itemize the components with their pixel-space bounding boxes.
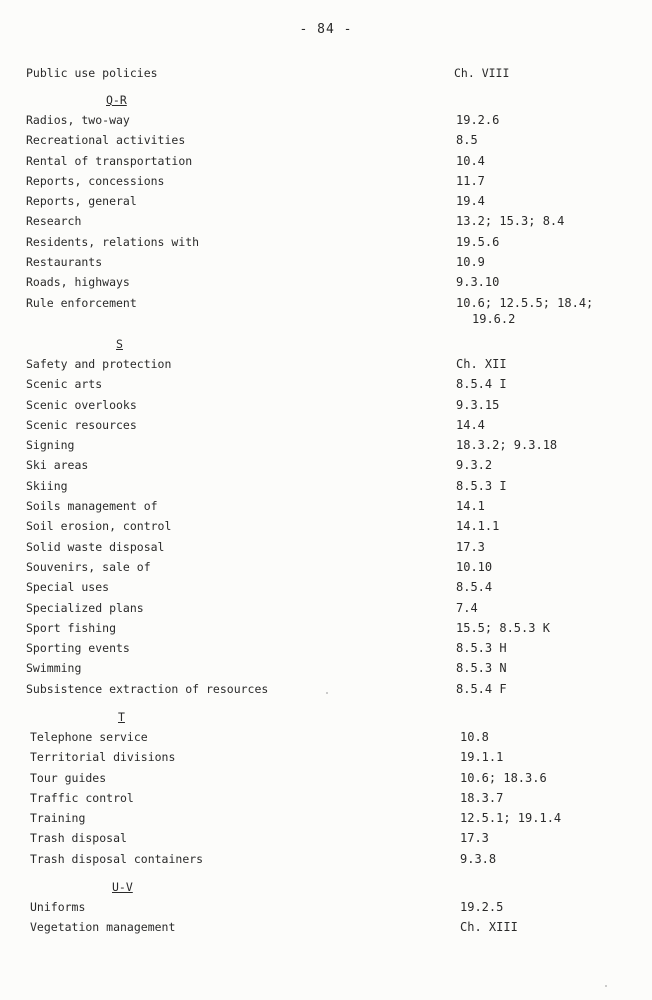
index-entry (26, 296, 626, 336)
index-entry (26, 255, 626, 275)
entry-ref: 8.5.4 F (456, 681, 507, 696)
index-entry (30, 771, 630, 791)
entry-term: Skiing (26, 478, 68, 493)
index-entry (26, 113, 626, 133)
entry-term: Rental of transportation (26, 153, 193, 168)
entry-ref: 14.1.1 (456, 519, 500, 534)
entry-ref: 19.2.6 (456, 113, 500, 127)
entry-ref: 10.10 (456, 559, 493, 574)
index-entry (26, 601, 626, 621)
entry-ref: Ch. XII (456, 357, 507, 371)
index-entry (30, 791, 630, 811)
entry-term: Reports, concessions (26, 173, 165, 188)
entry-ref: 9.3.8 (460, 851, 497, 866)
entry-ref: 9.3.10 (456, 275, 500, 290)
section-heading: T (118, 710, 125, 724)
index-entry (30, 831, 630, 851)
entry-term: Ski areas (26, 458, 89, 473)
entry-term: Recreational activities (26, 133, 186, 148)
entry-term: Tour guides (30, 770, 107, 785)
index-entry (30, 852, 630, 872)
index-entry (26, 174, 626, 194)
entry-ref: 17.3 (460, 831, 489, 846)
entry-ref: 14.4 (456, 417, 485, 432)
entry-term: Solid waste disposal (26, 539, 165, 554)
entry-ref: 10.6; 18.3.6 (460, 770, 547, 785)
entry-term: Training (30, 811, 86, 826)
entry-ref: 8.5.3 N (456, 661, 507, 676)
index-entry (26, 661, 626, 681)
section-entries (26, 357, 626, 702)
entry-ref: 12.5.1; 19.1.4 (460, 811, 562, 826)
entry-term: Signing (26, 438, 75, 453)
entry-term: Research (26, 214, 82, 229)
entry-term: Vegetation management (30, 920, 176, 935)
index-entry (26, 154, 626, 174)
index-entry (26, 418, 626, 438)
entry-ref: 10.4 (456, 153, 485, 168)
entry-ref: 8.5.3 H (456, 641, 507, 656)
entry-term: Roads, highways (26, 275, 130, 290)
index-entry (26, 580, 626, 600)
page-number: - 84 - (299, 22, 353, 37)
entry-term: Soils management of (26, 499, 158, 514)
entry-ref: 13.2; 15.3; 8.4 (456, 214, 565, 229)
entry-term: Safety and protection (26, 357, 172, 371)
section-heading: Q-R (106, 93, 127, 107)
index-entry (26, 499, 626, 519)
scan-speck (605, 985, 607, 987)
index-entry (26, 540, 626, 560)
entry-term: Scenic overlooks (26, 397, 137, 412)
entry-term: Residents, relations with (26, 234, 200, 249)
index-entry (30, 750, 630, 770)
entry-ref: 9.3.15 (456, 397, 500, 412)
index-entry (26, 235, 626, 255)
section-entries (26, 113, 626, 336)
entry-ref: 10.6; 12.5.5; 18.4; (456, 295, 594, 310)
entry-ref: 15.5; 8.5.3 K (456, 620, 550, 635)
index-entry (26, 479, 626, 499)
index-header-term: Public use policies (26, 66, 158, 80)
entry-term: Subsistence extraction of resources (26, 681, 269, 696)
entry-ref: 8.5 (456, 133, 478, 148)
entry-ref: 7.4 (456, 600, 478, 615)
entry-term: Specialized plans (26, 600, 144, 615)
index-entry (26, 275, 626, 295)
entry-term: Rule enforcement (26, 295, 137, 310)
index-entry (26, 458, 626, 478)
index-entry (26, 377, 626, 397)
index-entry (26, 519, 626, 539)
entry-term: Traffic control (30, 790, 134, 805)
entry-term: Scenic resources (26, 417, 137, 432)
entry-term: Souvenirs, sale of (26, 559, 151, 574)
entry-term: Special uses (26, 580, 110, 595)
entry-ref: 9.3.2 (456, 458, 493, 473)
section-entries (30, 900, 630, 941)
index-entry (26, 438, 626, 458)
entry-term: Uniforms (30, 900, 86, 914)
entry-ref: 19.4 (456, 194, 485, 209)
entry-ref: 17.3 (456, 539, 485, 554)
index-entry (26, 560, 626, 580)
section-heading: U-V (112, 880, 133, 894)
entry-term: Scenic arts (26, 377, 103, 392)
entry-ref: 19.2.5 (460, 900, 504, 914)
entry-ref-continued: 19.6.2 (472, 311, 516, 326)
index-entry (30, 730, 630, 750)
entry-term: Sport fishing (26, 620, 117, 635)
entry-ref: 11.7 (456, 173, 485, 188)
entry-term: Telephone service (30, 730, 148, 744)
index-entry (26, 398, 626, 418)
index-entry (26, 641, 626, 661)
entry-ref: 19.5.6 (456, 234, 500, 249)
entry-ref: 10.8 (460, 730, 489, 744)
entry-ref: 14.1 (456, 499, 485, 514)
entry-term: Trash disposal containers (30, 851, 204, 866)
entry-ref: Ch. XIII (460, 920, 518, 935)
entry-ref: 18.3.7 (460, 790, 504, 805)
index-entry (26, 621, 626, 641)
index-entry (26, 133, 626, 153)
entry-ref: 8.5.3 I (456, 478, 507, 493)
entry-ref: 8.5.4 I (456, 377, 507, 392)
entry-term: Reports, general (26, 194, 137, 209)
index-entry (30, 900, 630, 920)
section-entries (30, 730, 630, 872)
entry-ref: 8.5.4 (456, 580, 493, 595)
scan-speck (326, 692, 328, 694)
entry-term: Swimming (26, 661, 82, 676)
entry-term: Territorial divisions (30, 750, 176, 765)
entry-term: Radios, two-way (26, 113, 130, 127)
entry-ref: 18.3.2; 9.3.18 (456, 438, 558, 453)
entry-term: Soil erosion, control (26, 519, 172, 534)
index-entry (26, 357, 626, 377)
index-header-ref: Ch. VIII (454, 66, 510, 80)
index-entry (30, 920, 630, 940)
index-entry (26, 214, 626, 234)
entry-ref: 19.1.1 (460, 750, 504, 765)
section-heading: S (116, 337, 123, 351)
index-entry (30, 811, 630, 831)
entry-term: Restaurants (26, 255, 103, 270)
entry-term: Sporting events (26, 641, 130, 656)
index-entry (26, 194, 626, 214)
entry-term: Trash disposal (30, 831, 127, 846)
entry-ref: 10.9 (456, 255, 485, 270)
